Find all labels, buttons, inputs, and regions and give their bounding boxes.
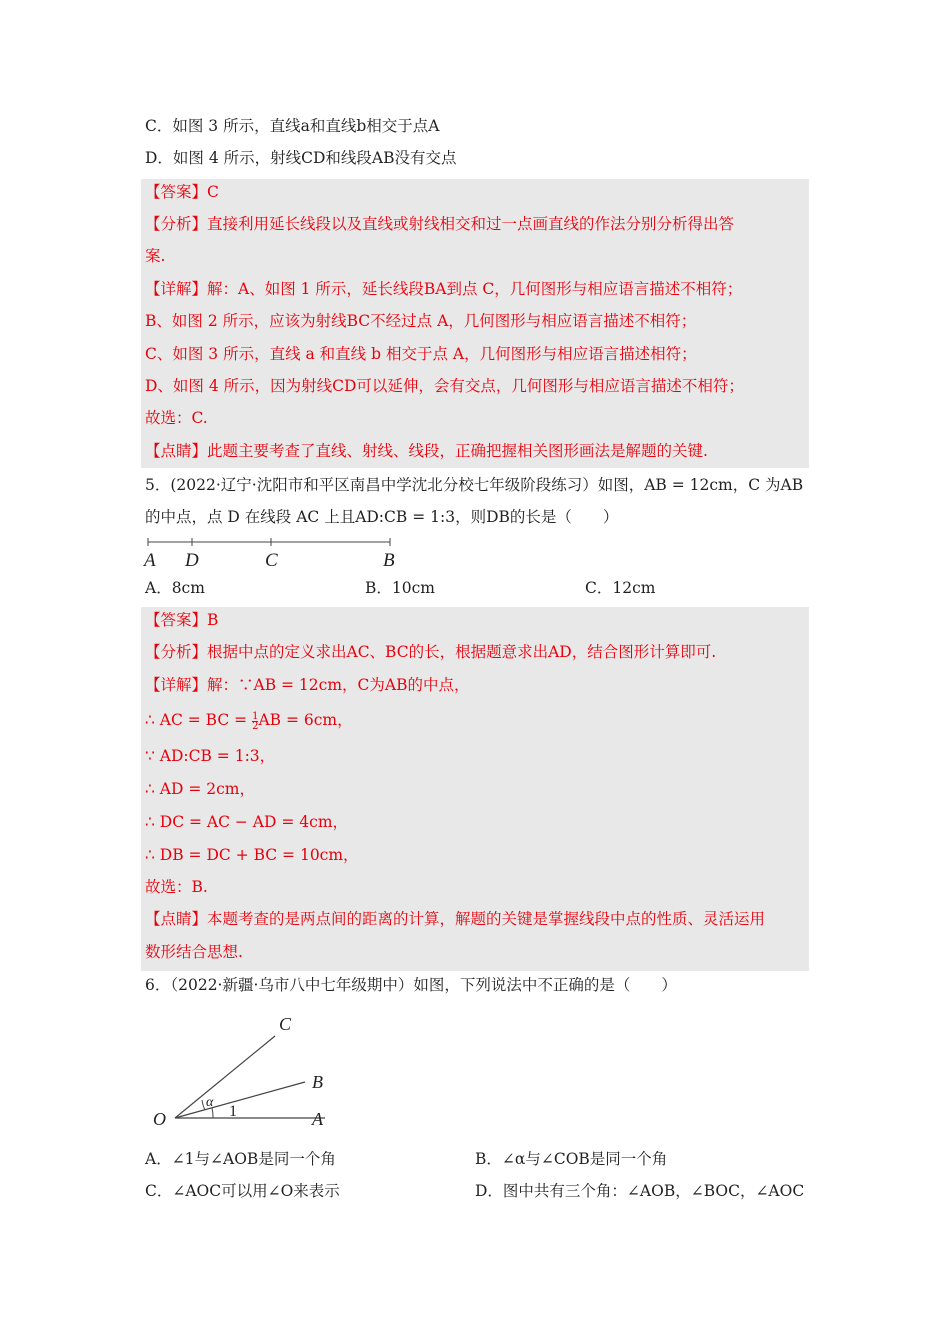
q5-detail-4: ∴ AD = 2cm， [145, 780, 255, 798]
q6-option-c: C．∠AOC可以用∠O来表示 [145, 1182, 340, 1200]
q5-stem-1: 5．(2022·辽宁·沈阳市和平区南昌中学沈北分校七年级阶段练习）如图，AB = 12cm，C 为AB [145, 476, 804, 494]
label-c: C [279, 1014, 292, 1034]
label-1: 1 [229, 1103, 237, 1120]
q6-stem: 6．（2022·新疆·乌市八中七年级期中）如图，下列说法中不正确的是（ ） [145, 976, 677, 994]
q5-detail-2 [145, 710, 353, 731]
q4-option-d: D．如图 4 所示，射线CD和线段AB没有交点 [145, 149, 457, 167]
q5-detail-3: ∵ AD:CB = 1:3， [145, 747, 276, 765]
q4-detail-4: D、如图 4 所示，因为射线CD可以延伸，会有交点，几何图形与相应语言描述不相符； [145, 377, 744, 395]
q5-option-a: A．8cm [145, 579, 205, 597]
q4-detail-1: 【详解】解：A、如图 1 所示，延长线段BA到点 C，几何图形与相应语言描述不相符； [145, 280, 743, 298]
ray-oc [175, 1036, 275, 1118]
q5-detail-2-post: AB = 6cm， [258, 711, 353, 729]
ray-ob [175, 1082, 305, 1118]
q5-analysis: 【分析】根据中点的定义求出AC、BC的长，根据题意求出AD，结合图形计算即可. [145, 643, 717, 661]
q5-stem-2: 的中点，点 D 在线段 AC 上且AD:CB = 1:3，则DB的长是（ ） [145, 508, 619, 526]
q5-option-c: C．12cm [585, 579, 656, 597]
q4-detail-2: B、如图 2 所示，应该为射线BC不经过点 A，几何图形与相应语言描述不相符； [145, 312, 697, 330]
fraction-numerator: 1 [252, 710, 259, 722]
q4-answer: 【答案】C [145, 183, 219, 201]
q5-option-b: B．10cm [365, 579, 435, 597]
q6-angle-figure [145, 1008, 345, 1133]
label-a: A [312, 1109, 323, 1129]
q5-comment-1: 【点睛】本题考查的是两点间的距离的计算，解题的关键是掌握线段中点的性质、灵活运用 [145, 910, 766, 928]
label-c: C [265, 550, 278, 571]
q4-analysis-2: 案. [145, 247, 166, 265]
label-d: D [185, 550, 199, 571]
q4-detail-5: 故选：C. [145, 409, 208, 427]
q4-comment: 【点睛】此题主要考查了直线、射线、线段，正确把握相关图形画法是解题的关键. [145, 442, 708, 460]
q5-detail-1: 【详解】解：∵AB = 12cm，C为AB的中点， [145, 676, 470, 694]
arc-alpha [202, 1100, 205, 1110]
q5-answer: 【答案】B [145, 611, 219, 629]
q5-detail-6: ∴ DB = DC + BC = 10cm， [145, 846, 359, 864]
q6-option-d: D．图中共有三个角：∠AOB，∠BOC，∠AOC [475, 1182, 805, 1200]
q5-detail-2-pre: ∴ AC = BC = [145, 711, 248, 729]
label-alpha: α [206, 1095, 214, 1110]
q6-option-b: B．∠α与∠COB是同一个角 [475, 1150, 668, 1168]
q4-analysis-1: 【分析】直接利用延长线段以及直线或射线相交和过一点画直线的作法分别分析得出答 [145, 215, 735, 233]
q5-detail-5: ∴ DC = AC − AD = 4cm， [145, 813, 349, 831]
label-o: O [153, 1109, 166, 1129]
q4-option-c: C．如图 3 所示，直线a和直线b相交于点A [145, 117, 440, 135]
q6-option-a: A．∠1与∠AOB是同一个角 [145, 1150, 336, 1168]
q5-comment-2: 数形结合思想. [145, 943, 243, 961]
fraction-denominator: 2 [252, 720, 259, 732]
label-b: B [383, 550, 395, 571]
label-a: A [144, 550, 156, 571]
q5-segment-figure [140, 532, 410, 572]
q5-detail-7: 故选：B. [145, 878, 208, 896]
q4-detail-3: C、如图 3 所示，直线 a 和直线 b 相交于点 A，几何图形与相应语言描述相符； [145, 345, 697, 363]
label-b: B [312, 1072, 323, 1092]
